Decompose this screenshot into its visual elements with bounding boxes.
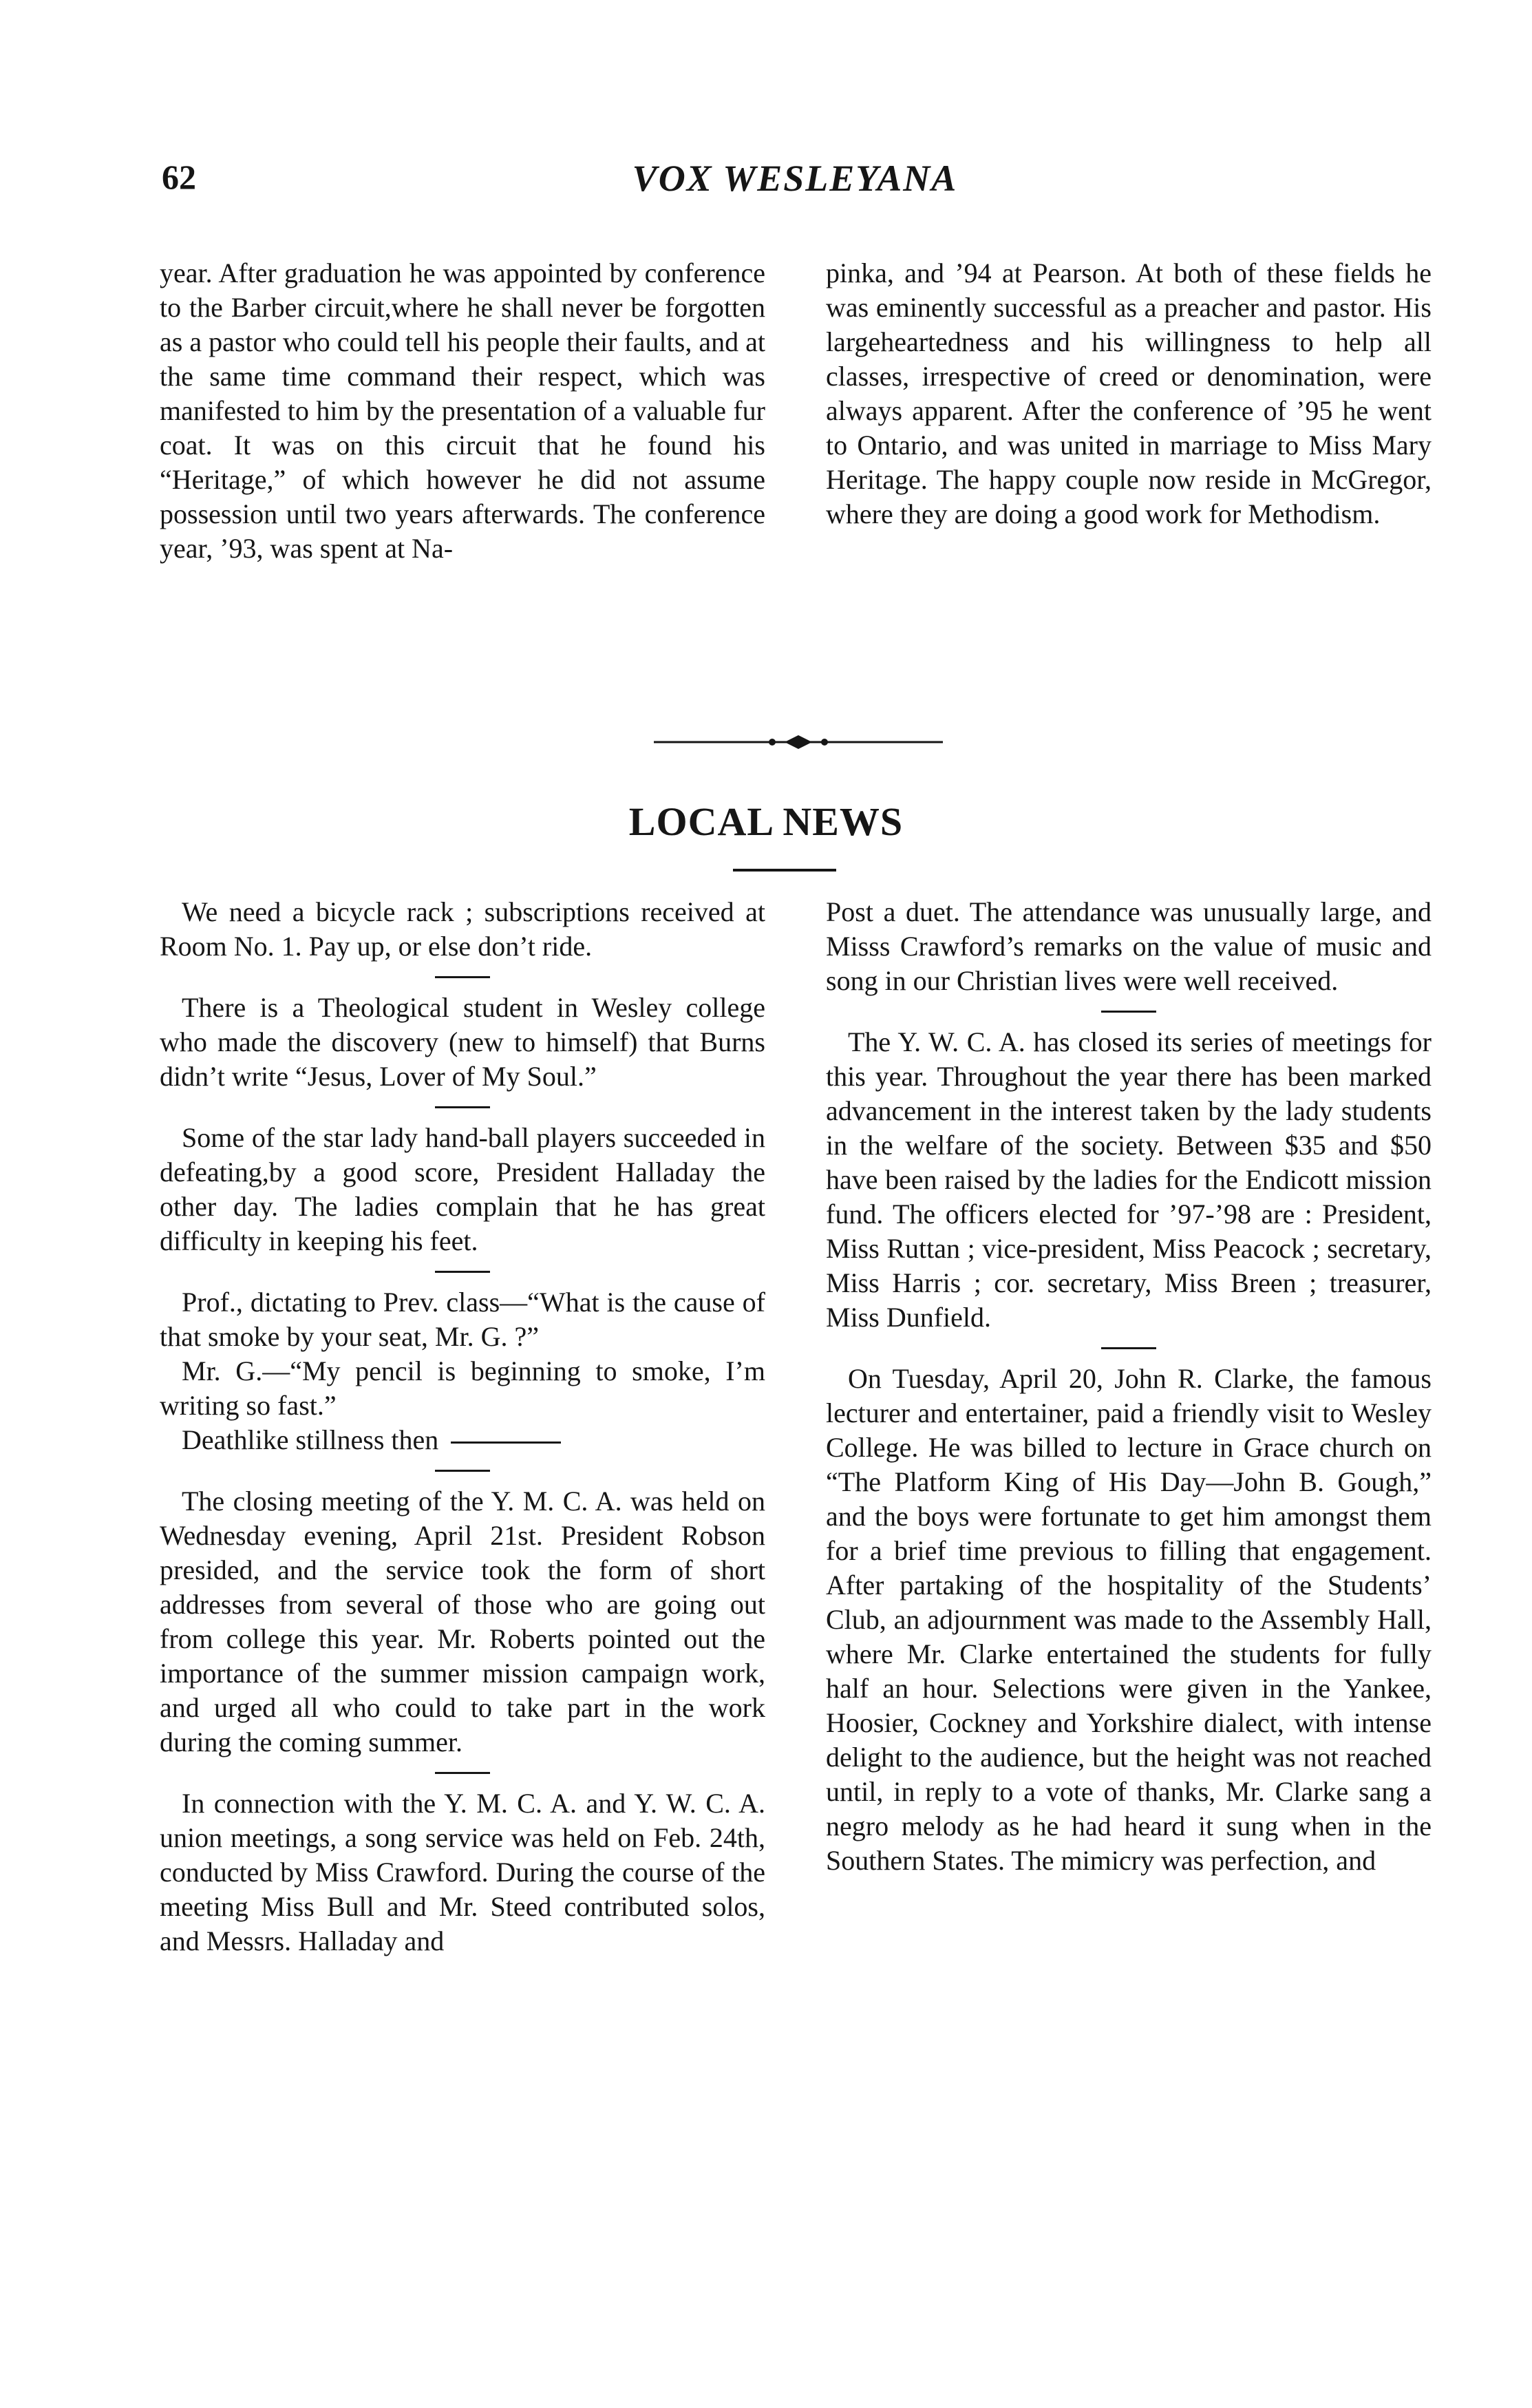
- separator: [435, 1470, 490, 1472]
- journal-title: VOX WESLEYANA: [632, 158, 958, 199]
- news-item-song-service-continued: Post a duet. The attendance was unusually large, and Misss Crawford’s remarks on the value of music and song in our Christian lives were well received.: [826, 896, 1432, 996]
- news-item-ywca: The Y. W. C. A. has closed its series of meetings for this year. Throughout the year there has been marked advancement in the interest taken by the lady students in the welfare of the society. Between $35 and $50 have been raised by the ladies for the Endicott mission fund. The officers elected for ’97-’98 are : President, Miss Ruttan ; vice-president, Miss Peacock ; secretary, Miss Harris ; cor. secretary, Miss Breen ; treasurer, Miss Dunfield.: [826, 1026, 1432, 1333]
- news-item-theological: There is a Theological student in Wesley college who made the discovery (new to himself) that Burns didn’t write “Jesus, Lover of My Soul.”: [160, 992, 765, 1092]
- news-item-clarke: On Tuesday, April 20, John R. Clarke, the famous lecturer and entertainer, paid a friendly visit to Wesley College. He was billed to lecture in Grace church on “The Platform King of His Day—John B. Gough,” and the boys were fortunate to get him amongst them for a brief time previous to filling that engagement. After partaking of the hospitality of the Students’ Club, an adjournment was made to the Assembly Hall, where Mr. Clarke entertained the students for fully half an hour. Selections were given in the Yankee, Hoosier, Cockney and Yorkshire dialect, with intense delight to the audience, but the height was not reached until, in reply to a vote of thanks, Mr. Clarke sang a negro melody as he had heard it sung when in the Southern States. The mimicry was perfection, and: [826, 1363, 1432, 1876]
- news-item-bicycle: We need a bicycle rack ; subscriptions received at Room No. 1. Pay up, or else don’t ride.: [160, 896, 765, 962]
- news-item-prof-ending: [160, 1423, 765, 1457]
- title-rule: [733, 869, 836, 872]
- page-number: 62: [162, 158, 196, 196]
- running-head: [162, 157, 1428, 212]
- news-item-handball: Some of the star lady hand-ball players succeeded in defeating,by a good score, President Halladay the other day. The ladies complain that he has great difficulty in keeping his feet.: [160, 1122, 765, 1256]
- dash-line: [451, 1441, 561, 1444]
- news-item-ymca-closing: The closing meeting of the Y. M. C. A. was held on Wednesday evening, April 21st. President Robson presided, and the service took the form of short addresses from several of those who are going out from college this year. Mr. Roberts pointed out the importance of the summer mission campaign work, and urged all who could to take part in the work during the coming summer.: [160, 1486, 765, 1757]
- separator: [1101, 1011, 1156, 1013]
- article-text: pinka, and ’94 at Pearson. At both of these fields he was eminently successful as a preacher and pastor. His largeheartedness and his willingness to help all classes, irrespective of creed or denomination, were always apparent. After the conference of ’95 he went to Ontario, and was united in marriage to Miss Mary Heritage. The happy couple now reside in McGregor, where they are doing a good work for Methodism.: [826, 257, 1432, 529]
- prof-ending-text: Deathlike stillness then: [182, 1424, 439, 1455]
- separator: [435, 1271, 490, 1273]
- separator: [1101, 1347, 1156, 1349]
- news-column-right: [826, 895, 1432, 1878]
- ornament-divider: [654, 728, 943, 756]
- article-continuation-left: [160, 256, 765, 566]
- separator: [435, 1106, 490, 1108]
- separator: [435, 1772, 490, 1774]
- section-title: LOCAL NEWS: [628, 799, 904, 844]
- news-item-prof-question: Prof., dictating to Prev. class—“What is the cause of that smoke by your seat, Mr. G. ?”: [160, 1287, 765, 1352]
- article-text: year. After graduation he was appointed by conference to the Barber circuit,where he shall never be forgotten as a pastor who could tell his people their faults, and at the same time command their respect, which was manifested to him by the presentation of a valuable fur coat. It was on this circuit that he found his “Heritage,” of which however he did not assume possession until two years afterwards. The conference year, ’93, was spent at Na-: [160, 257, 765, 564]
- news-column-left: [160, 895, 765, 1958]
- news-item-song-service: In connection with the Y. M. C. A. and Y. W. C. A. union meetings, a song service was held on Feb. 24th, conducted by Miss Crawford. During the course of the meeting Miss Bull and Mr. Steed contributed solos, and Messrs. Halladay and: [160, 1788, 765, 1956]
- separator: [435, 976, 490, 978]
- news-item-prof-answer: Mr. G.—“My pencil is beginning to smoke, I’m writing so fast.”: [160, 1355, 765, 1421]
- article-continuation-right: [826, 256, 1432, 531]
